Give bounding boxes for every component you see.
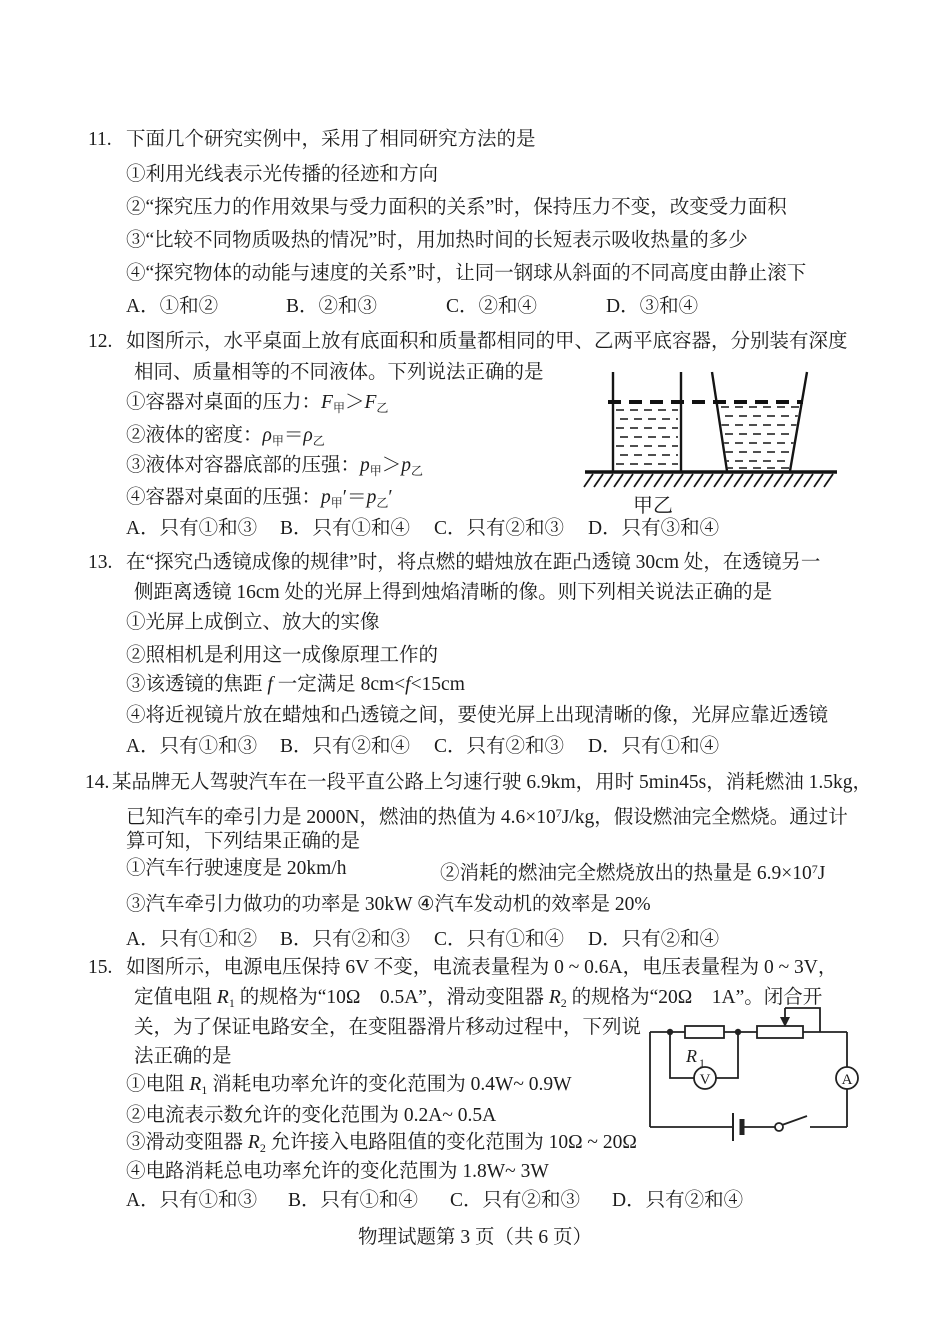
junction-dot-left bbox=[667, 1029, 673, 1035]
q13-item-4: ④将近视镜片放在蜡烛和凸透镜之间，要使光屏上出现清晰的像，光屏应靠近透镜 bbox=[126, 705, 829, 726]
q14-items-3-4: ③汽车牵引力做功的功率是 30kW ④汽车发动机的效率是 20% bbox=[126, 894, 651, 915]
symbol-F-jia: F bbox=[321, 392, 333, 413]
q15-item-3 bbox=[126, 1130, 637, 1161]
q13-item-1: ①光屏上成倒立、放大的实像 bbox=[126, 612, 380, 633]
q14-option-a: A．只有①和② bbox=[126, 929, 258, 950]
subscript-jia: 甲 bbox=[369, 464, 382, 478]
q12-containers-figure bbox=[575, 360, 865, 518]
q15-circuit-figure bbox=[645, 1000, 860, 1150]
q15-option-c: C．只有②和③ bbox=[450, 1190, 581, 1211]
q15-item-4: ④电路消耗总电功率允许的变化范围为 1.8W~ 3W bbox=[126, 1161, 549, 1182]
q14-item-2 bbox=[440, 856, 825, 887]
symbol-p-yi: p bbox=[401, 455, 412, 476]
q12-item-2 bbox=[126, 423, 325, 454]
liquid-fill-jia bbox=[616, 410, 678, 464]
q11-option-b: B．②和③ bbox=[286, 296, 378, 317]
q13-option-c: C．只有②和③ bbox=[434, 736, 565, 757]
q14-item-2-text: ②消耗的燃油完全燃烧放出的热量是 6.9×10 bbox=[440, 863, 812, 884]
subscript-2: 2 bbox=[259, 1141, 266, 1155]
q13-item-2: ②照相机是利用这一成像原理工作的 bbox=[126, 645, 439, 666]
q14-item-2-text: J bbox=[817, 863, 826, 884]
symbol-R2: R bbox=[548, 987, 561, 1008]
q15-option-a: A．只有①和③ bbox=[126, 1190, 258, 1211]
q14-item-1: ①汽车行驶速度是 20km/h bbox=[126, 858, 347, 879]
q14-option-c: C．只有①和④ bbox=[434, 929, 565, 950]
q15-option-d: D．只有②和④ bbox=[612, 1190, 744, 1211]
label-R1: R bbox=[686, 1046, 697, 1066]
q15-item-1 bbox=[126, 1072, 572, 1103]
figure-label-jia-yi: 甲乙 bbox=[633, 495, 673, 517]
q15-item-1-text: 消耗电功率允许的变化范围为 0.4W~ 0.9W bbox=[207, 1074, 572, 1095]
q12-item-3-text: ③液体对容器底部的压强： bbox=[126, 455, 361, 476]
q13-stem-line-2: 侧距离透镜 16cm 处的光屏上得到烛焰清晰的像。则下列相关说法正确的是 bbox=[134, 582, 773, 603]
q11-option-c: C．②和④ bbox=[446, 296, 538, 317]
q12-number: 12. bbox=[88, 331, 113, 352]
q11-item-3: ③“比较不同物质吸热的情况”时，用加热时间的长短表示吸收热量的多少 bbox=[126, 230, 748, 251]
q14-stem-line-2 bbox=[126, 800, 848, 831]
symbol-p-yi: p bbox=[366, 487, 377, 508]
q12-option-c: C．只有②和③ bbox=[434, 518, 565, 539]
q15-stem-line-1: 如图所示，电源电压保持 6V 不变，电流表量程为 0 ~ 0.6A，电压表量程为 0 ~ 3V， bbox=[126, 957, 838, 978]
q14-number: 14. bbox=[85, 772, 110, 793]
q13-option-a: A．只有①和③ bbox=[126, 736, 258, 757]
rheostat-r2 bbox=[757, 1026, 803, 1038]
symbol-p-jia: p bbox=[360, 455, 370, 476]
q15-item-3-text: 允许接入电路阻值的变化范围为 10Ω ~ 20Ω bbox=[265, 1132, 637, 1153]
label-R1-subscript: 1 bbox=[699, 1056, 705, 1070]
q12-option-b: B．只有①和④ bbox=[280, 518, 411, 539]
q13-number: 13. bbox=[88, 552, 113, 573]
q12-item-3 bbox=[126, 453, 423, 484]
q12-item-1 bbox=[126, 390, 388, 421]
operator: ＞ bbox=[344, 392, 365, 413]
operator: ＝ bbox=[283, 425, 304, 446]
q12-item-4-text: ④容器对桌面的压强： bbox=[126, 487, 322, 508]
symbol-rho-jia: ρ bbox=[262, 425, 272, 446]
q14-stem-line-3: 算可知，下列结果正确的是 bbox=[126, 831, 361, 852]
q11-item-2: ②“探究压力的作用效果与受力面积的关系”时，保持压力不变，改变受力面积 bbox=[126, 197, 787, 218]
superscript-7: 7 bbox=[555, 806, 562, 820]
q11-number: 11. bbox=[88, 129, 112, 150]
q12-stem-line-1: 如图所示，水平桌面上放有底面积和质量都相同的甲、乙两平底容器，分别装有深度 bbox=[126, 331, 848, 352]
symbol-F-yi: F bbox=[364, 392, 377, 413]
q12-item-4 bbox=[126, 485, 393, 516]
q11-item-4: ④“探究物体的动能与速度的关系”时，让同一钢球从斜面的不同高度由静止滚下 bbox=[126, 263, 807, 284]
container-jia bbox=[613, 372, 681, 471]
symbol-p-jia: p bbox=[321, 487, 331, 508]
q12-stem-line-2: 相同、质量相等的不同液体。下列说法正确的是 bbox=[134, 362, 544, 383]
q15-stem-line-2-text: 定值电阻 bbox=[134, 987, 217, 1008]
ground-hatching bbox=[584, 474, 833, 487]
superscript-7: 7 bbox=[811, 862, 818, 876]
q14-stem-line-1: 某品牌无人驾驶汽车在一段平直公路上匀速行驶 6.9km，用时 5min45s，消耗燃油 1.5kg， bbox=[112, 772, 872, 793]
subscript-jia: 甲 bbox=[271, 434, 284, 448]
symbol-rho-yi: ρ bbox=[303, 425, 313, 446]
q12-option-a: A．只有①和③ bbox=[126, 518, 258, 539]
q14-stem-line-2-text: 已知汽车的牵引力是 2000N，燃油的热值为 4.6×10 bbox=[126, 807, 556, 828]
q12-option-d: D．只有③和④ bbox=[588, 518, 720, 539]
q15-number: 15. bbox=[88, 957, 113, 978]
q13-item-3-text: <15cm bbox=[410, 674, 465, 695]
q13-option-d: D．只有①和④ bbox=[588, 736, 720, 757]
q13-item-3-text: ③该透镜的焦距 bbox=[126, 674, 268, 695]
q13-stem-line-1: 在“探究凸透镜成像的规律”时，将点燃的蜡烛放在距凸透镜 30cm 处，在透镜另一 bbox=[126, 552, 821, 573]
q11-option-d: D．③和④ bbox=[606, 296, 699, 317]
q12-item-1-text: ①容器对桌面的压力： bbox=[126, 392, 322, 413]
subscript-1: 1 bbox=[201, 1083, 208, 1097]
subscript-jia: 甲 bbox=[330, 496, 343, 510]
q13-item-3 bbox=[126, 672, 465, 698]
voltmeter-letter: V bbox=[699, 1072, 711, 1088]
switch-lever bbox=[782, 1116, 807, 1125]
subscript-2: 2 bbox=[560, 996, 567, 1010]
symbol-R1: R bbox=[189, 1074, 202, 1095]
circuit-wires bbox=[650, 1032, 847, 1127]
q15-stem-line-2-text: 的规格为“10Ω 0.5A”，滑动变阻器 bbox=[234, 987, 549, 1008]
operator: ′＝ bbox=[342, 487, 367, 508]
operator: ＞ bbox=[381, 455, 402, 476]
q15-item-2: ②电流表示数允许的变化范围为 0.2A~ 0.5A bbox=[126, 1105, 497, 1126]
formula-tail: ′ bbox=[388, 487, 393, 508]
subscript-yi: 乙 bbox=[411, 464, 424, 478]
q14-option-d: D．只有②和④ bbox=[588, 929, 720, 950]
q15-option-b: B．只有①和④ bbox=[288, 1190, 419, 1211]
q11-option-a: A．①和② bbox=[126, 296, 219, 317]
symbol-f: f bbox=[405, 674, 411, 695]
q13-item-3-text: 一定满足 8cm< bbox=[272, 674, 406, 695]
q12-item-2-text: ②液体的密度： bbox=[126, 425, 263, 446]
subscript-yi: 乙 bbox=[376, 496, 389, 510]
resistor-r1 bbox=[685, 1026, 724, 1038]
junction-dot-right bbox=[735, 1029, 741, 1035]
symbol-R2: R bbox=[247, 1132, 260, 1153]
q15-stem-line-4: 法正确的是 bbox=[134, 1046, 232, 1067]
q13-option-b: B．只有②和④ bbox=[280, 736, 411, 757]
q11-stem: 下面几个研究实例中，采用了相同研究方法的是 bbox=[126, 129, 536, 150]
q14-option-b: B．只有②和③ bbox=[280, 929, 411, 950]
q14-stem-line-2-text: J/kg，假设燃油完全燃烧。通过计 bbox=[561, 807, 848, 828]
container-yi bbox=[707, 372, 813, 471]
q11-item-1: ①利用光线表示光传播的径迹和方向 bbox=[126, 164, 439, 185]
symbol-R1: R bbox=[216, 987, 229, 1008]
page-footer: 物理试题第 3 页（共 6 页） bbox=[357, 1227, 592, 1248]
q15-stem-line-3: 关，为了保证电路安全，在变阻器滑片移动过程中，下列说 bbox=[134, 1017, 642, 1038]
subscript-1: 1 bbox=[228, 996, 235, 1010]
ammeter-letter: A bbox=[841, 1072, 853, 1088]
symbol-f: f bbox=[267, 674, 273, 695]
q15-item-1-text: ①电阻 bbox=[126, 1074, 190, 1095]
subscript-yi: 乙 bbox=[312, 434, 325, 448]
subscript-jia: 甲 bbox=[332, 401, 345, 415]
q15-stem-line-2-text: 的规格为“20Ω 1A”。闭合开 bbox=[566, 987, 823, 1008]
q15-item-3-text: ③滑动变阻器 bbox=[126, 1132, 248, 1153]
subscript-yi: 乙 bbox=[376, 401, 389, 415]
